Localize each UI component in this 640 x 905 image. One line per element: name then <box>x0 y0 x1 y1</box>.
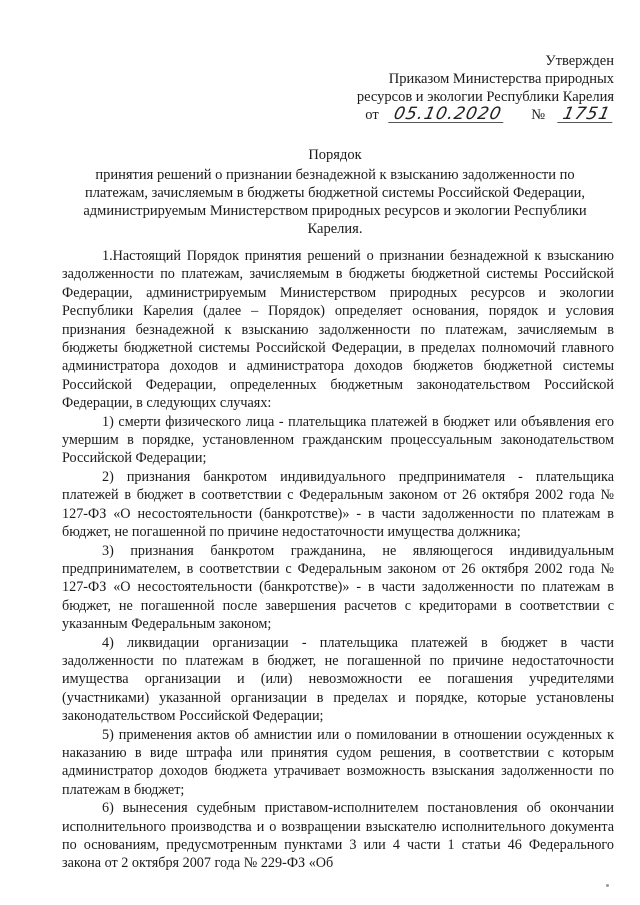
approval-approved-label: Утвержден <box>545 53 614 69</box>
handwritten-number: 1751 <box>557 106 616 123</box>
approval-date-number-row <box>314 106 614 124</box>
title-heading: Порядок <box>308 147 362 163</box>
approval-order-line: Приказом Министерства природных <box>388 71 614 87</box>
paragraph-item-3: 3) признания банкротом гражданина, не являющегося индивидуальным предпринимателем, в соответствии с Федеральным законом от 26 октября 2002 года № 127-ФЗ «О несостоятельности (банкротстве)» - в части задолженности по платежам в бюджет, не погашенной после завершения расчетов с кредиторами в соответствии с указанным Федеральным законом; <box>62 542 614 633</box>
paragraph-intro: 1.Настоящий Порядок принятия решений о признании безнадежной к взысканию задолженности по платежам, зачисляемым в бюджеты бюджетной системы Российской Федерации, администрируемым Министерством природных ресурсов и экологии Республики Карелия (далее – Порядок) определяет основания, порядок и условия признания безнадежной к взысканию задолженности по платежам, зачисляемым в бюджеты бюджетной системы Российской Федерации, в пределах полномочий главного администратора доходов и администратора доходов бюджетов бюджетной системы Российской Федерации, определенных бюджетным законодательством Российской Федерации, в следующих случаях: <box>62 248 614 412</box>
document-body <box>62 247 614 873</box>
handwritten-date: 05.10.2020 <box>388 106 507 123</box>
scan-speck <box>606 884 609 887</box>
paragraph-item-4: 4) ликвидации организации - плательщика платежей в бюджет в части задолженности по платежам в бюджет, не погашенной по причине недостаточности имущества организации и (или) невозможности ее погашения учредителями (участниками) указанной организации в пределах и порядке, которые установлены законодательством Российской Федерации; <box>62 634 614 725</box>
approval-stamp-block <box>314 52 614 124</box>
paragraph-item-6: 6) вынесения судебным приставом-исполнителем постановления об окончании исполнительного производства и о возвращении взыскателю исполнительного документа по основаниям, предусмотренным пунктами 3 или 4 части 1 статьи 46 Федерального закона от 2 октября 2007 года № 229-ФЗ «Об <box>62 800 614 872</box>
paragraph-item-5: 5) применения актов об амнистии или о помиловании в отношении осужденных к наказанию в виде штрафа или принятия судом решения, в соответствии с которым администратор доходов бюджета утрачивает возможность взыскания задолженности по платежам в бюджет; <box>62 726 614 798</box>
number-label: № <box>531 107 546 123</box>
paragraph-item-1: 1) смерти физического лица - плательщика платежей в бюджет или объявления его умершим в порядке, установленном гражданским процессуальным законодательством Российской Федерации; <box>62 413 614 467</box>
title-subtitle: принятия решений о признании безнадежной к взысканию задолженности по платежам, зачисляемым в бюджеты бюджетной системы Российской Федерации, администрируемым Министерством природных ресурсов и экологии Республики Карелия. <box>83 167 587 237</box>
date-label: от <box>365 107 379 123</box>
approval-ministry-line: ресурсов и экологии Республики Карелия <box>356 89 614 105</box>
document-title <box>70 146 600 238</box>
paragraph-item-2: 2) признания банкротом индивидуального предпринимателя - плательщика платежей в бюджет в соответствии с Федеральным законом от 26 октября 2002 года № 127-ФЗ «О несостоятельности (банкротстве)» - в части задолженности по платежам в бюджет, не погашенной по причине недостаточности имущества должника; <box>62 468 614 541</box>
